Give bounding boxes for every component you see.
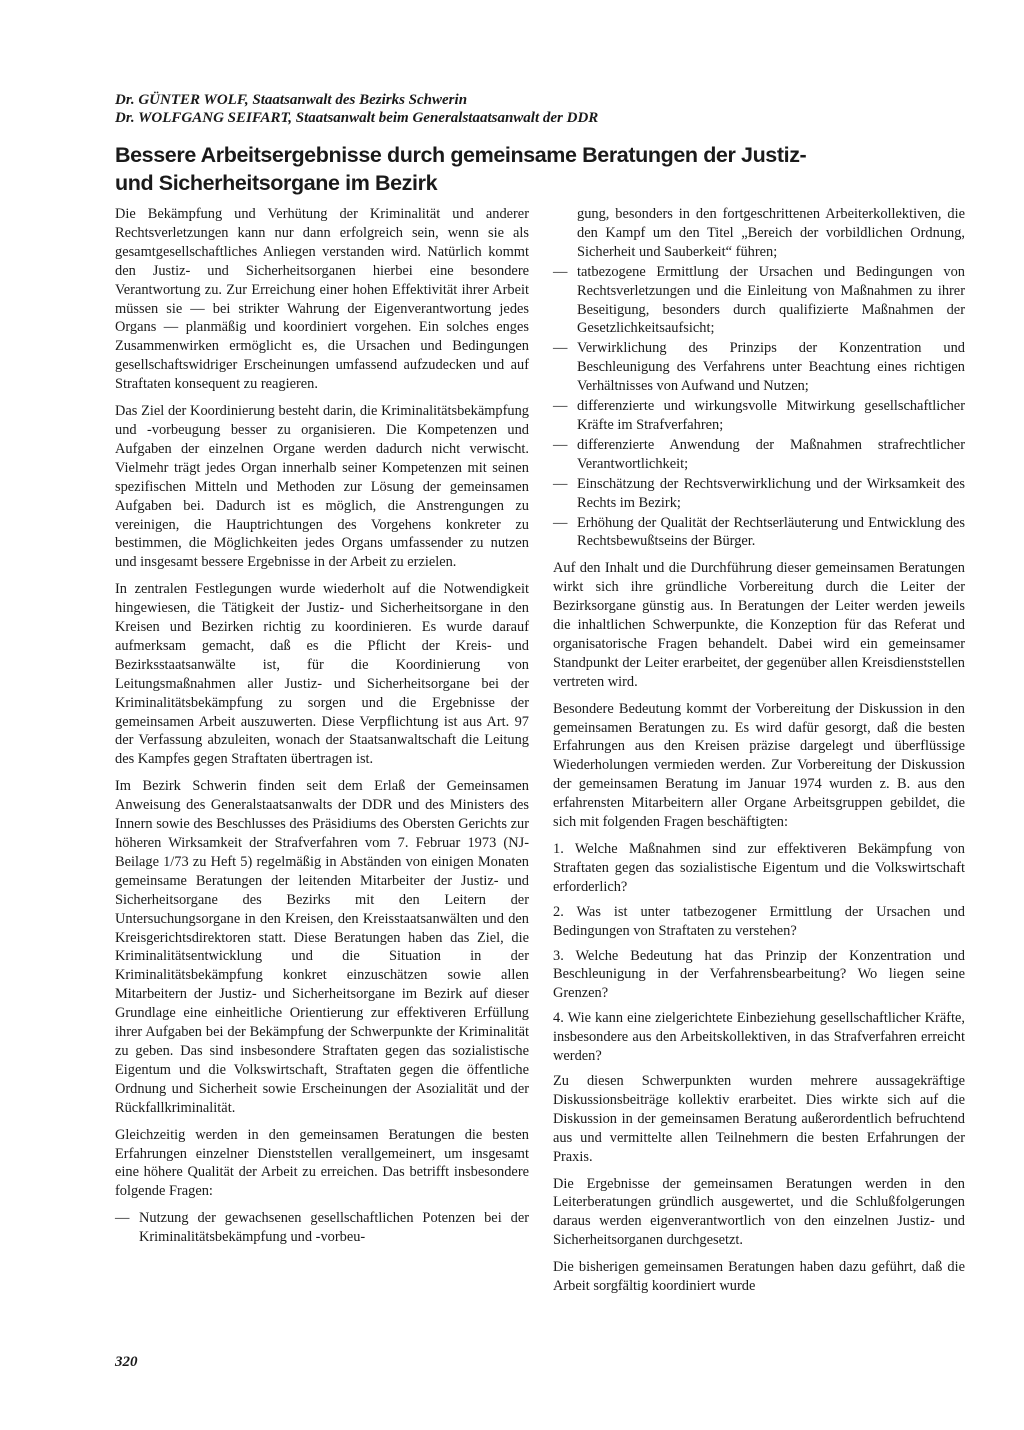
list-item-text: Nutzung der gewachsenen gesellschaftlichen Potenzen bei der Kriminalitätsbekämpfung und -vorbeu- xyxy=(139,1210,529,1246)
question-item: 1. Welche Maßnahmen sind zur effektiveren Bekämpfung von Straftaten gegen das sozialistische Eigentum und die Volkswirtschaft erforderlich? xyxy=(553,841,965,895)
list-item xyxy=(115,1209,529,1247)
right-column xyxy=(553,205,965,1296)
list-item-text: tatbezogene Ermittlung der Ursachen und Bedingungen von Rechtsverletzungen und die Einleitung von Maßnahmen zu ihrer Beseitigung, besonders durch qualifizierte Maßnahmen der Gesetzlichkeitsaufsicht; xyxy=(577,263,965,337)
list-item-text: Erhöhung der Qualität der Rechtserläuterung und Entwicklung des Rechtsbewußtseins der Bürger. xyxy=(577,514,965,550)
body-paragraph: Besondere Bedeutung kommt der Vorbereitung der Diskussion in den gemeinsamen Beratungen zu. Es wird dafür gesorgt, daß die besten Erfahrungen aus den Kreisen präzise dargelegt und überflüssige Wiederholungen vermieden werden. Zur Vorbereitung der Diskussion der gemeinsamen Beratung im Januar 1974 wurden z. B. aus den erfahrensten Mitarbeitern aller Organe Arbeitsgruppen gebildet, die sich mit folgenden Fragen beschäftigten: xyxy=(553,700,965,831)
author-block xyxy=(115,91,975,127)
body-paragraph: Die Ergebnisse der gemeinsamen Beratungen werden in den Leiterberatungen gründlich ausgewertet, und die Schlußfolgerungen daraus werden eigenverantwortlich von den einzelnen Justiz- und Sicherheitsorganen durchgesetzt. xyxy=(553,1175,965,1249)
article-title-line: Bessere Arbeitsergebnisse durch gemeinsame Beratungen der Justiz- xyxy=(115,143,807,167)
body-paragraph: Auf den Inhalt und die Durchführung dieser gemeinsamen Beratungen wirkt sich ihre gründliche Vorbereitung durch die Leiter der Bezirksorgane günstig aus. In Beratungen der Leiter werden jeweils die inhaltlichen Schwerpunkte, die Konzeption für das Referat und organisatorische Fragen behandelt. Dabei wird ein gemeinsamer Standpunkt der Leiter erarbeitet, der gegenüber allen Kreisdienststellen vertreten wird. xyxy=(553,560,965,690)
list-item xyxy=(553,514,965,552)
page-number: 320 xyxy=(115,1354,138,1370)
dash-marker: — xyxy=(553,263,568,280)
list-item xyxy=(553,205,965,262)
author-line: Dr. GÜNTER WOLF, Staatsanwalt des Bezirks Schwerin xyxy=(115,92,468,108)
body-paragraph: Im Bezirk Schwerin finden seit dem Erlaß der Gemeinsamen Anweisung des Generalstaatsanwalts der DDR und des Ministers des Innern sowie des Beschlusses des Präsidiums des Obersten Gerichts zur höheren Wirksamkeit der Strafverfahren vom 7. Februar 1973 (NJ-Beilage 1/73 zu Heft 5) regelmäßig in Abständen von einigen Monaten gemeinsame Beratungen der leitenden Mitarbeiter der Justiz- und Sicherheitsorgane des Bezirks mit den Leitern der Untersuchungsorgane in den Kreisen, den Kreisstaatsanwälten und den Kreisgerichtsdirektoren statt. Diese Beratungen haben das Ziel, die Kriminalitätsentwicklung und die Situation in der Kriminalitätsbekämpfung konkret einzuschätzen sowie allen Mitarbeitern der Justiz- und Sicherheitsorgane im Bezirk auf dieser Grundlage eine einheitliche Orientierung zur effektiveren Erfüllung ihrer Aufgaben bei der Bekämpfung der Schwerpunkte der Kriminalität zu geben. Das sind insbesondere Straftaten gegen das sozialistische Eigentum und die Volkswirtschaft, Straftaten gegen die öffentliche Ordnung und Sicherheit sowie Erscheinungen der Asozialität und der Rückfallkriminalität. xyxy=(115,778,529,1116)
dash-marker: — xyxy=(553,514,568,531)
dash-marker: — xyxy=(553,340,568,357)
body-paragraph: Die bisherigen gemeinsamen Beratungen haben dazu geführt, daß die Arbeit sorgfältig koordiniert wurde xyxy=(553,1259,965,1295)
body-paragraph: In zentralen Festlegungen wurde wiederholt auf die Notwendigkeit hingewiesen, die Tätigkeit der Justiz- und Sicherheitsorgane in den Kreisen und Bezirken richtig zu koordinieren. Es wurde darauf aufmerksam gemacht, daß es die Pflicht der Kreis- und Bezirksstaatsanwälte ist, für die Koordinierung von Leitungsmaßnahmen aller Justiz- und Sicherheitsorgane bei der Kriminalitätsbekämpfung zu sorgen und die Ergebnisse der gemeinsamen Arbeit auszuwerten. Diese Verpflichtung ist aus Art. 97 der Verfassung abzuleiten, wonach der Staatsanwaltschaft die Leitung des Kampfes gegen Straftaten übertragen ist. xyxy=(115,581,529,768)
body-paragraph: Gleichzeitig werden in den gemeinsamen Beratungen die besten Erfahrungen einzelner Dienststellen verallgemeinert, um insgesamt eine höhere Qualität der Arbeit zu erreichen. Das betrifft insbesondere folgende Fragen: xyxy=(115,1126,529,1200)
list-item-text: differenzierte und wirkungsvolle Mitwirkung gesellschaftlicher Kräfte im Strafverfahren; xyxy=(577,398,965,433)
list-item xyxy=(553,436,965,474)
body-paragraph: Die Bekämpfung und Verhütung der Kriminalität und anderer Rechtsverletzungen kann nur dann erfolgreich sein, wenn sie als gesamtgesellschaftliches Anliegen verstanden wird. Natürlich kommt den Justiz- und Sicherheitsorganen hierbei eine besondere Verantwortung zu. Zur Erreichung einer hohen Effektivität ihrer Arbeit müssen sie — bei strikter Wahrung der Eigenverantwortung jedes Organs — planmäßig und koordiniert vorgehen. Ein solches enges Zusammenwirken ermöglicht es, die Ursachen und Bedingungen gesellschaftswidriger Erscheinungen umfassend aufzudecken und auf Straftaten konsequent zu reagieren. xyxy=(115,206,529,393)
left-column xyxy=(115,205,529,1255)
question-list xyxy=(553,840,965,1066)
body-paragraph: Zu diesen Schwerpunkten wurden mehrere aussagekräftige Diskussionsbeiträge kollektiv erarbeitet. Dies wirkte sich auf die Diskussion in der gemeinsamen Beratung außerordentlich befruchtend aus und vermittelte allen Teilnehmern die besten Erfahrungen der Praxis. xyxy=(553,1072,965,1165)
list-item xyxy=(553,397,965,435)
author-line: Dr. WOLFGANG SEIFART, Staatsanwalt beim Generalstaatsanwalt der DDR xyxy=(115,110,599,126)
body-paragraph: Das Ziel der Koordinierung besteht darin, die Kriminalitätsbekämpfung und -vorbeugung besser zu organisieren. Die Kompetenzen und Aufgaben der einzelnen Organe werden dadurch nicht verwischt. Vielmehr trägt jedes Organ innerhalb seiner Kompetenzen mit seinen spezifischen Mitteln und Methoden zur Lösung der gemeinsamen Aufgaben bei. Dadurch ist es möglich, die Anstrengungen zu vereinigen, die Hauptrichtungen des Vorgehens konkreter zu bestimmen, die Möglichkeiten jedes Organs umfassender zu nutzen und insgesamt bessere Ergebnisse in der Arbeit zu erzielen. xyxy=(115,403,529,571)
question-item: 2. Was ist unter tatbezogener Ermittlung der Ursachen und Bedingungen von Straftaten zu verstehen? xyxy=(553,903,965,939)
list-item-text: Verwirklichung des Prinzips der Konzentration und Beschleunigung des Verfahrens unter Beachtung eines richtigen Verhältnisses von Aufwand und Nutzen; xyxy=(577,340,965,395)
dash-marker: — xyxy=(553,436,568,453)
list-item-text: differenzierte Anwendung der Maßnahmen strafrechtlicher Verantwortlichkeit; xyxy=(577,436,965,472)
article-title xyxy=(115,141,935,197)
list-item-text: gung, besonders in den fortgeschrittenen Arbeiterkollektiven, die den Kampf um den Titel „Bereich der vorbildlichen Ordnung, Sicherheit und Sauberkeit“ führen; xyxy=(577,206,965,260)
bullet-list xyxy=(115,1209,529,1247)
dash-marker: — xyxy=(553,398,568,415)
list-item xyxy=(553,339,965,396)
question-item: 3. Welche Bedeutung hat das Prinzip der Konzentration und Beschleunigung in der Verfahrensbearbeitung? Wo liegen seine Grenzen? xyxy=(553,947,965,1002)
list-item-text: Einschätzung der Rechtsverwirklichung und der Wirksamkeit des Rechts im Bezirk; xyxy=(577,475,965,511)
list-item xyxy=(553,263,965,339)
bullet-list xyxy=(553,205,965,551)
dash-marker: — xyxy=(553,475,568,492)
question-item: 4. Wie kann eine zielgerichtete Einbeziehung gesellschaftlicher Kräfte, insbesondere aus den Arbeitskollektiven, in das Strafverfahren erreicht werden? xyxy=(553,1010,965,1065)
article-title-line: und Sicherheitsorgane im Bezirk xyxy=(115,171,438,195)
dash-marker: — xyxy=(115,1210,130,1227)
list-item xyxy=(553,475,965,513)
